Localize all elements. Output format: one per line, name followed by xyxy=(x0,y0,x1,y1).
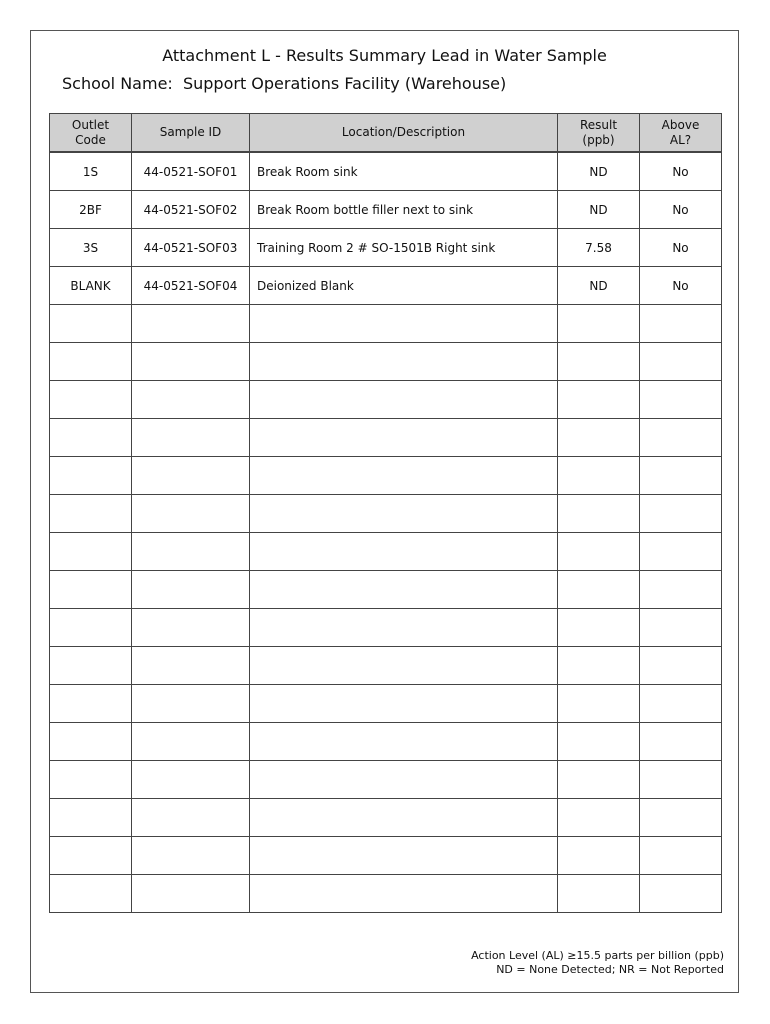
cell-sample-id xyxy=(132,685,250,723)
cell-sample-id xyxy=(132,571,250,609)
cell-result: 7.58 xyxy=(558,229,640,267)
cell-location xyxy=(250,495,558,533)
table-header-row xyxy=(50,114,722,153)
empty-table-row xyxy=(50,305,722,343)
cell-sample-id xyxy=(132,647,250,685)
cell-sample-id xyxy=(132,533,250,571)
empty-table-row xyxy=(50,343,722,381)
cell-location: Break Room sink xyxy=(250,152,558,191)
empty-table-row xyxy=(50,609,722,647)
cell-outlet-code xyxy=(50,609,132,647)
cell-sample-id: 44-0521-SOF03 xyxy=(132,229,250,267)
header-location: Location/Description xyxy=(250,114,558,153)
empty-table-row xyxy=(50,647,722,685)
cell-result xyxy=(558,761,640,799)
cell-above-al xyxy=(640,799,722,837)
cell-sample-id xyxy=(132,609,250,647)
empty-table-row xyxy=(50,761,722,799)
cell-location xyxy=(250,419,558,457)
cell-result xyxy=(558,723,640,761)
header-sample-id: Sample ID xyxy=(132,114,250,153)
cell-location xyxy=(250,381,558,419)
cell-sample-id xyxy=(132,495,250,533)
cell-above-al xyxy=(640,533,722,571)
results-table xyxy=(49,113,722,913)
cell-location: Break Room bottle filler next to sink xyxy=(250,191,558,229)
cell-outlet-code xyxy=(50,571,132,609)
empty-table-row xyxy=(50,571,722,609)
cell-location: Deionized Blank xyxy=(250,267,558,305)
cell-outlet-code xyxy=(50,647,132,685)
cell-location xyxy=(250,685,558,723)
cell-result xyxy=(558,533,640,571)
cell-above-al xyxy=(640,381,722,419)
cell-location xyxy=(250,533,558,571)
cell-sample-id xyxy=(132,837,250,875)
cell-above-al xyxy=(640,609,722,647)
cell-outlet-code xyxy=(50,875,132,913)
footer-action-level: Action Level (AL) ≥15.5 parts per billion (ppb) xyxy=(471,949,724,962)
cell-sample-id: 44-0521-SOF04 xyxy=(132,267,250,305)
footer-legend: ND = None Detected; NR = Not Reported xyxy=(496,963,724,976)
cell-above-al xyxy=(640,647,722,685)
cell-sample-id xyxy=(132,419,250,457)
cell-above-al: No xyxy=(640,267,722,305)
cell-result: ND xyxy=(558,191,640,229)
cell-result xyxy=(558,381,640,419)
document-title: Attachment L - Results Summary Lead in Water Sample xyxy=(162,46,607,65)
cell-outlet-code xyxy=(50,381,132,419)
empty-table-row xyxy=(50,837,722,875)
cell-result xyxy=(558,571,640,609)
cell-outlet-code xyxy=(50,761,132,799)
cell-location xyxy=(250,761,558,799)
empty-table-row xyxy=(50,457,722,495)
cell-outlet-code xyxy=(50,837,132,875)
school-name-line xyxy=(62,74,506,93)
cell-location xyxy=(250,609,558,647)
cell-result xyxy=(558,837,640,875)
table-row xyxy=(50,191,722,229)
empty-table-row xyxy=(50,723,722,761)
empty-table-row xyxy=(50,419,722,457)
empty-table-row xyxy=(50,533,722,571)
footer-notes xyxy=(471,949,724,977)
cell-outlet-code xyxy=(50,419,132,457)
cell-result: ND xyxy=(558,152,640,191)
cell-outlet-code: 2BF xyxy=(50,191,132,229)
cell-location xyxy=(250,343,558,381)
cell-above-al xyxy=(640,343,722,381)
cell-sample-id xyxy=(132,305,250,343)
empty-table-row xyxy=(50,495,722,533)
cell-location xyxy=(250,647,558,685)
cell-above-al xyxy=(640,685,722,723)
cell-result xyxy=(558,609,640,647)
header-above-al: Above AL? xyxy=(640,114,722,153)
cell-sample-id xyxy=(132,457,250,495)
empty-table-row xyxy=(50,381,722,419)
cell-above-al: No xyxy=(640,152,722,191)
cell-above-al xyxy=(640,837,722,875)
cell-result xyxy=(558,685,640,723)
cell-outlet-code xyxy=(50,723,132,761)
school-name-value: Support Operations Facility (Warehouse) xyxy=(182,74,507,93)
cell-sample-id xyxy=(132,343,250,381)
header-outlet-code: Outlet Code xyxy=(50,114,132,153)
cell-outlet-code xyxy=(50,495,132,533)
cell-result xyxy=(558,647,640,685)
cell-sample-id: 44-0521-SOF02 xyxy=(132,191,250,229)
cell-sample-id xyxy=(132,761,250,799)
cell-outlet-code: BLANK xyxy=(50,267,132,305)
cell-outlet-code xyxy=(50,533,132,571)
cell-sample-id xyxy=(132,875,250,913)
cell-outlet-code xyxy=(50,305,132,343)
cell-outlet-code: 1S xyxy=(50,152,132,191)
cell-outlet-code xyxy=(50,343,132,381)
cell-result: ND xyxy=(558,267,640,305)
cell-above-al xyxy=(640,495,722,533)
table-row xyxy=(50,229,722,267)
cell-result xyxy=(558,343,640,381)
cell-above-al xyxy=(640,761,722,799)
cell-result xyxy=(558,419,640,457)
empty-table-row xyxy=(50,685,722,723)
header-result: Result (ppb) xyxy=(558,114,640,153)
cell-sample-id xyxy=(132,799,250,837)
cell-outlet-code xyxy=(50,685,132,723)
cell-above-al xyxy=(640,305,722,343)
table-row xyxy=(50,267,722,305)
cell-location xyxy=(250,875,558,913)
cell-location xyxy=(250,799,558,837)
cell-result xyxy=(558,457,640,495)
cell-above-al xyxy=(640,571,722,609)
cell-result xyxy=(558,799,640,837)
school-name-label: School Name: xyxy=(62,74,173,93)
cell-above-al xyxy=(640,419,722,457)
cell-location xyxy=(250,571,558,609)
document-page xyxy=(30,30,739,993)
cell-above-al xyxy=(640,723,722,761)
cell-outlet-code xyxy=(50,457,132,495)
cell-location xyxy=(250,457,558,495)
empty-table-row xyxy=(50,799,722,837)
cell-sample-id xyxy=(132,381,250,419)
cell-outlet-code: 3S xyxy=(50,229,132,267)
cell-location xyxy=(250,837,558,875)
cell-result xyxy=(558,875,640,913)
empty-table-row xyxy=(50,875,722,913)
cell-location xyxy=(250,723,558,761)
cell-outlet-code xyxy=(50,799,132,837)
cell-above-al: No xyxy=(640,191,722,229)
cell-location: Training Room 2 # SO-1501B Right sink xyxy=(250,229,558,267)
table-row xyxy=(50,152,722,191)
cell-above-al xyxy=(640,875,722,913)
cell-result xyxy=(558,495,640,533)
cell-above-al xyxy=(640,457,722,495)
cell-sample-id xyxy=(132,723,250,761)
cell-result xyxy=(558,305,640,343)
cell-above-al: No xyxy=(640,229,722,267)
cell-sample-id: 44-0521-SOF01 xyxy=(132,152,250,191)
cell-location xyxy=(250,305,558,343)
